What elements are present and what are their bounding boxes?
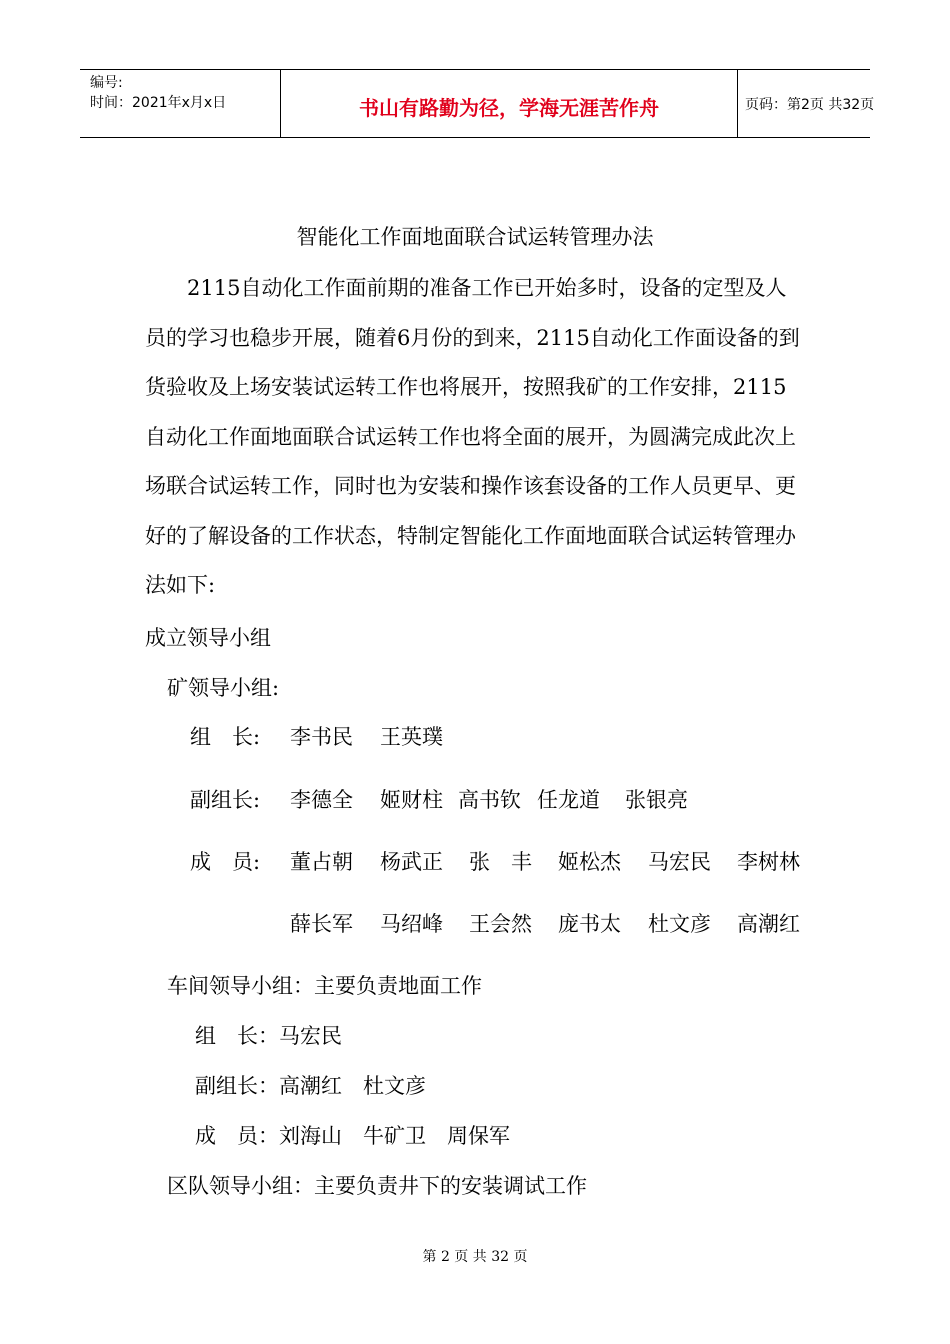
mine-deputy-name: 张银亮	[625, 788, 688, 812]
page-header	[80, 69, 875, 138]
workshop-leader-line: 组 长：马宏民	[195, 1024, 342, 1048]
mine-deputy-name: 姬财柱	[380, 788, 443, 812]
mine-deputy-name: 高书钦	[458, 788, 521, 812]
mine-group-label: 矿领导小组:	[167, 676, 280, 700]
mine-member-name: 庞书太	[558, 912, 621, 936]
section-heading: 成立领导小组	[145, 626, 271, 650]
mine-deputy-name: 李德全	[290, 788, 353, 812]
mine-member-name: 李树林	[737, 850, 800, 874]
mine-leader-name: 李书民	[290, 725, 353, 749]
mine-member-name: 马宏民	[648, 850, 711, 874]
mine-leader-label: 组 长:	[190, 725, 261, 749]
mine-deputy-label: 副组长:	[190, 788, 261, 812]
intro-paragraph	[145, 264, 805, 611]
workshop-group-label: 车间领导小组：主要负责地面工作	[167, 974, 482, 998]
document-number: 编号:	[90, 75, 123, 91]
team-group-label: 区队领导小组：主要负责井下的安装调试工作	[167, 1174, 587, 1198]
mine-member-name: 薛长军	[290, 912, 353, 936]
header-left-cell	[80, 70, 280, 137]
workshop-member-line: 成 员：刘海山 牛矿卫 周保军	[195, 1124, 510, 1148]
header-center-cell	[280, 70, 738, 137]
mine-member-name: 张 丰	[469, 850, 532, 874]
workshop-deputy-line: 副组长：高潮红 杜文彦	[195, 1074, 426, 1098]
mine-leader-name: 王英璞	[380, 725, 443, 749]
mine-member-label: 成 员:	[190, 850, 261, 874]
page-footer: 第 2 页 共 32 页	[422, 1249, 528, 1265]
document-date: 时间：2021年x月x日	[90, 95, 227, 111]
intro-text: 2115自动化工作面前期的准备工作已开始多时，设备的定型及人员的学习也稳步开展，随着6月份的到来，2115自动化工作面设备的到货验收及上场安装试运转工作也将展开，按照我矿的工作安排，2115自动化工作面地面联合试运转工作也将全面的展开，为圆满完成此次上场联合试运转工作，同时也为安装和操作该套设备的工作人员更早、更好的了解设备的工作状态，特制定智能化工作面地面联合试运转管理办法如下:	[145, 276, 800, 597]
mine-member-name: 董占朝	[290, 850, 353, 874]
mine-member-name: 姬松杰	[558, 850, 621, 874]
mine-member-name: 高潮红	[737, 912, 800, 936]
header-right-cell	[737, 70, 875, 137]
mine-member-name: 马绍峰	[380, 912, 443, 936]
header-motto: 书山有路勤为径，学海无涯苦作舟	[359, 96, 659, 120]
document-title: 智能化工作面地面联合试运转管理办法	[296, 225, 654, 249]
mine-deputy-name: 任龙道	[537, 788, 600, 812]
header-page-number: 页码：第2页 共32页	[745, 97, 875, 113]
mine-member-name: 杜文彦	[648, 912, 711, 936]
mine-member-name: 杨武正	[380, 850, 443, 874]
mine-member-name: 王会然	[469, 912, 532, 936]
